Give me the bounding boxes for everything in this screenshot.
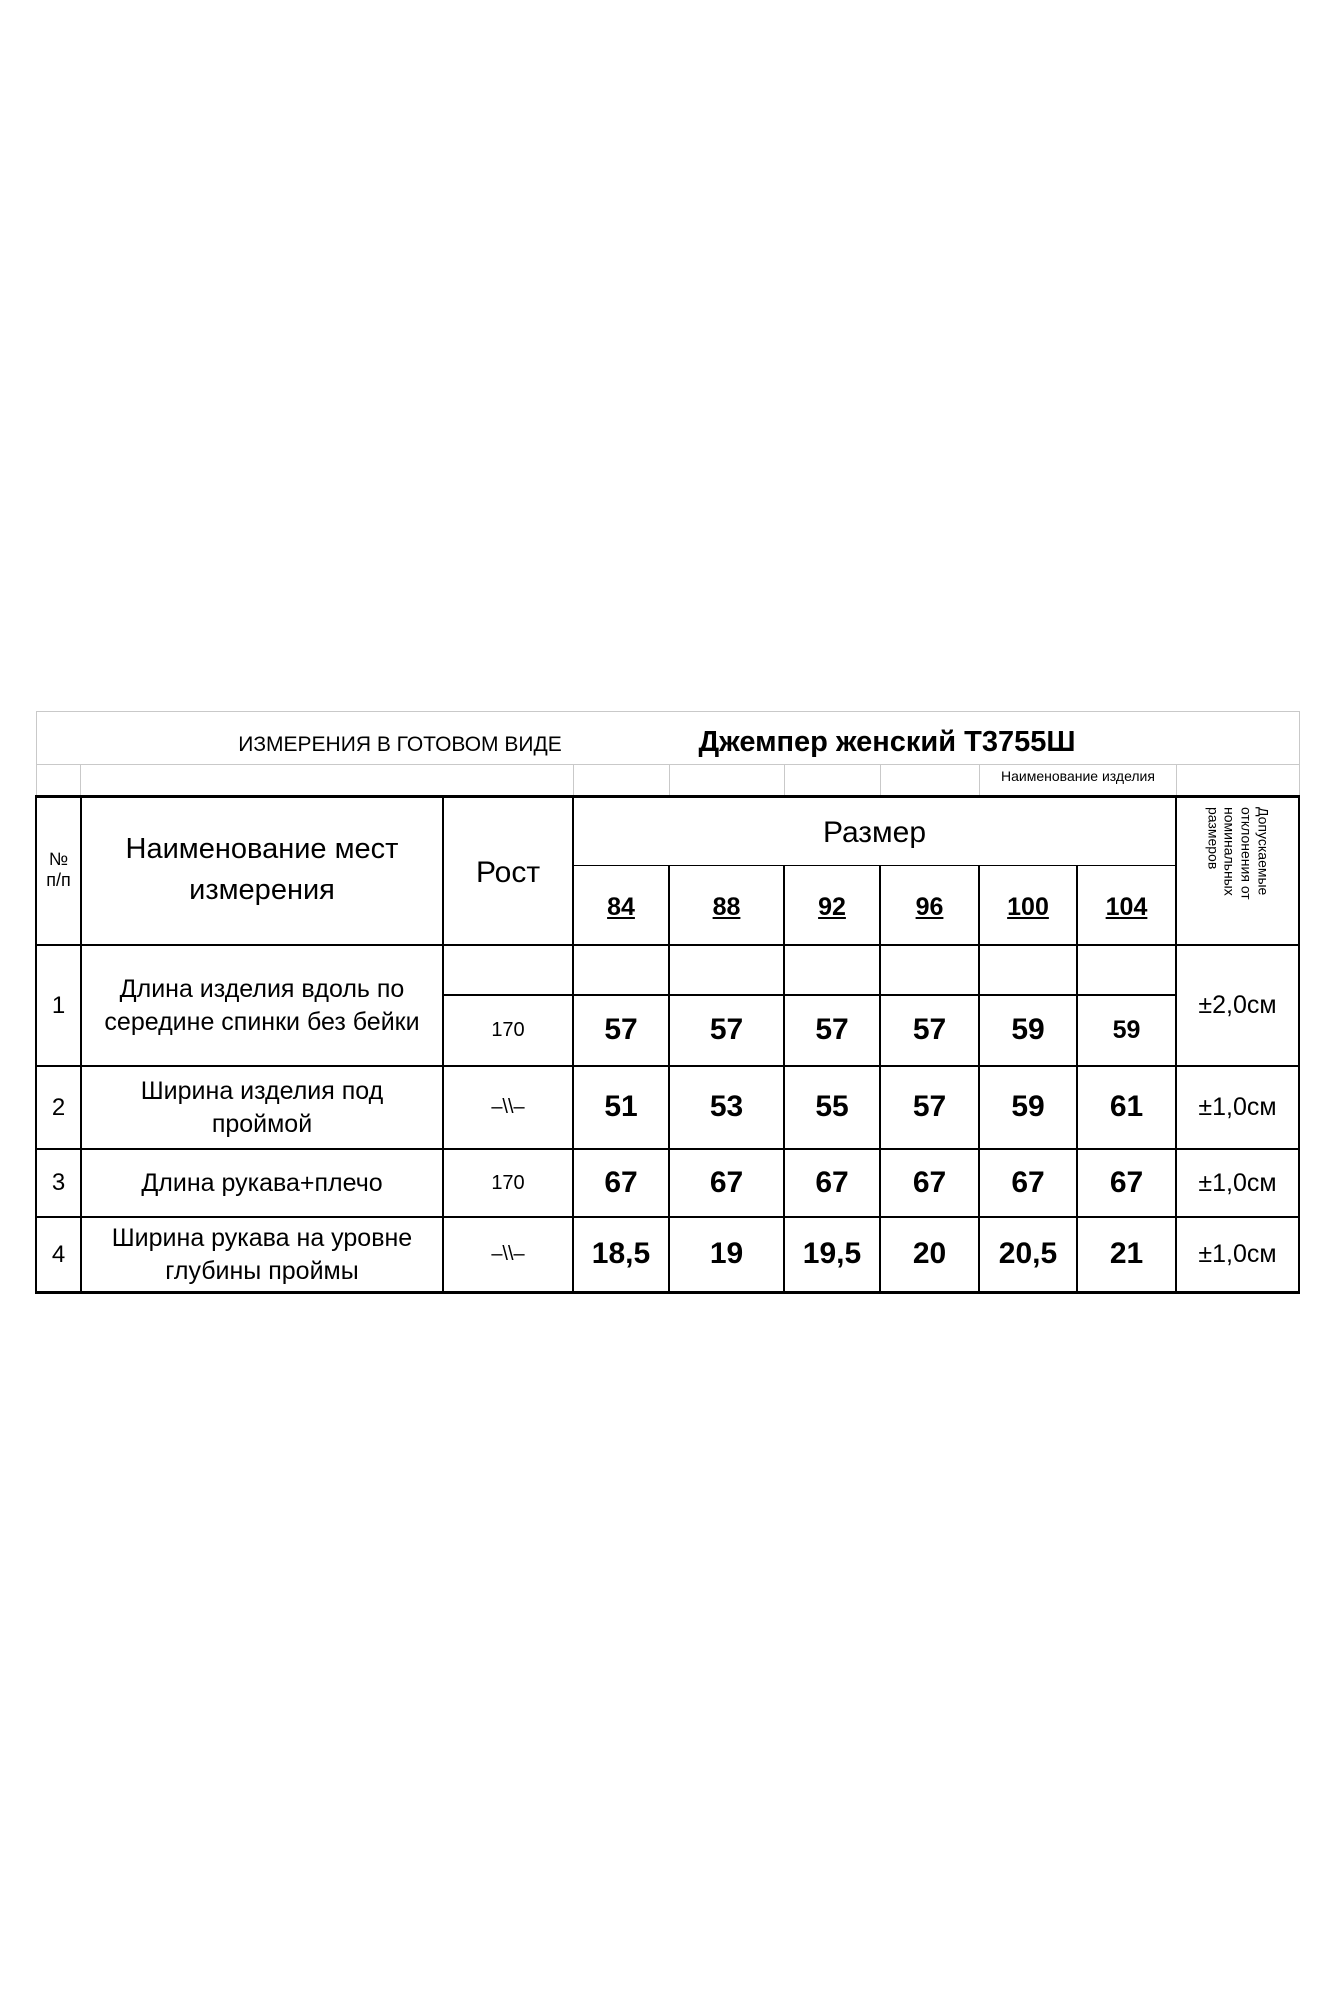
size-value-cell: 67 bbox=[912, 1165, 947, 1199]
size-value-cell: 67 bbox=[1109, 1165, 1144, 1199]
row-measurement-name-line: Ширина рукава на уровне bbox=[111, 1224, 413, 1252]
size-value-cell: 59 bbox=[1011, 1013, 1045, 1047]
size-value-cell: 55 bbox=[815, 1090, 849, 1124]
column-header-size: Размер bbox=[822, 815, 927, 849]
grid-line bbox=[880, 764, 881, 795]
size-value-cell: 51 bbox=[604, 1090, 638, 1124]
row-measurement-name: Длина рукава+плечо bbox=[141, 1168, 383, 1197]
size-value-cell: 57 bbox=[604, 1013, 638, 1047]
size-value-cell: 53 bbox=[709, 1090, 744, 1124]
size-header-cell: 92 bbox=[818, 892, 846, 921]
row-number: 1 bbox=[51, 991, 66, 1019]
row-height: 170 bbox=[491, 1019, 525, 1041]
grid-line bbox=[573, 764, 574, 795]
size-value-cell: 67 bbox=[815, 1165, 849, 1199]
size-value-cell: 59 bbox=[1112, 1016, 1141, 1045]
column-header-height: Рост bbox=[475, 855, 541, 889]
row-measurement-name bbox=[82, 1067, 442, 1148]
column-header-tolerance-line: отклонения от bbox=[1238, 807, 1255, 900]
column-header-number-line: п/п bbox=[46, 870, 71, 890]
row-tolerance: ±1,0см bbox=[1198, 1093, 1277, 1122]
column-header-tolerance-line: размеров bbox=[1205, 807, 1222, 870]
column-header-name-line: Наименование мест bbox=[125, 833, 399, 866]
size-value-cell: 20,5 bbox=[998, 1237, 1058, 1271]
row-height: –\\– bbox=[491, 1243, 525, 1265]
row-measurement-name-line: Длина изделия вдоль по bbox=[119, 975, 405, 1003]
size-value-cell: 61 bbox=[1109, 1090, 1144, 1124]
size-value-cell: 57 bbox=[709, 1013, 744, 1047]
size-header-cell: 104 bbox=[1105, 892, 1148, 921]
table-border bbox=[1298, 795, 1300, 1294]
column-header-tolerance bbox=[1178, 805, 1298, 940]
size-header-cell: 100 bbox=[1007, 892, 1049, 921]
size-value-cell: 57 bbox=[815, 1013, 849, 1047]
column-header-tolerance-text bbox=[1204, 807, 1271, 937]
size-value-cell: 19,5 bbox=[802, 1237, 862, 1271]
size-value-cell: 67 bbox=[604, 1165, 638, 1199]
row-height: 170 bbox=[491, 1171, 525, 1194]
product-title: Джемпер женский Т3755Ш bbox=[698, 726, 1076, 758]
size-value-cell: 57 bbox=[912, 1013, 947, 1047]
column-header-number bbox=[37, 840, 80, 900]
row-measurement-name-line: проймой bbox=[211, 1109, 313, 1138]
measurements-label: ИЗМЕРЕНИЯ В ГОТОВОМ ВИДЕ bbox=[238, 733, 562, 756]
row-measurement-name bbox=[82, 946, 442, 1065]
grid-line bbox=[1299, 711, 1300, 795]
size-value-cell: 18,5 bbox=[591, 1237, 651, 1271]
row-measurement-name-line: глубины проймы bbox=[165, 1256, 359, 1285]
table-border bbox=[35, 795, 1300, 798]
row-tolerance: ±2,0см bbox=[1198, 990, 1277, 1019]
row-measurement-name bbox=[82, 1218, 442, 1291]
size-header-cell: 88 bbox=[712, 892, 741, 921]
product-name-caption: Наименование изделия bbox=[1001, 768, 1155, 784]
size-header-cell: 84 bbox=[607, 892, 635, 921]
grid-line bbox=[36, 711, 1300, 712]
row-number: 2 bbox=[51, 1093, 66, 1121]
column-header-name-line: измерения bbox=[189, 874, 335, 906]
table-border bbox=[573, 865, 1177, 866]
row-height: –\\– bbox=[491, 1096, 525, 1118]
size-value-cell: 57 bbox=[912, 1090, 947, 1124]
size-value-cell: 19 bbox=[709, 1237, 744, 1271]
size-value-cell: 20 bbox=[912, 1237, 947, 1271]
size-value-cell: 59 bbox=[1011, 1090, 1045, 1124]
grid-line bbox=[784, 764, 785, 795]
row-number: 4 bbox=[51, 1240, 66, 1268]
row-tolerance: ±1,0см bbox=[1198, 1240, 1277, 1269]
column-header-name bbox=[82, 825, 442, 915]
row-tolerance: ±1,0см bbox=[1198, 1168, 1277, 1197]
grid-line bbox=[36, 764, 1300, 765]
row-number: 3 bbox=[51, 1169, 66, 1197]
column-header-number-line: № bbox=[48, 849, 69, 870]
size-header-cell: 96 bbox=[915, 892, 944, 921]
column-header-tolerance-line: Допускаемые bbox=[1255, 807, 1272, 896]
row-measurement-name-line: Ширина изделия под bbox=[140, 1077, 384, 1105]
size-value-cell: 67 bbox=[1011, 1165, 1045, 1199]
grid-line bbox=[669, 764, 670, 795]
grid-line bbox=[1176, 764, 1177, 795]
column-header-tolerance-line: номинальных bbox=[1222, 807, 1238, 896]
size-value-cell: 67 bbox=[709, 1165, 744, 1199]
grid-line bbox=[80, 764, 81, 795]
grid-line bbox=[36, 711, 37, 795]
size-value-cell: 21 bbox=[1109, 1237, 1144, 1271]
row-measurement-name-line: середине спинки без бейки bbox=[104, 1007, 420, 1036]
